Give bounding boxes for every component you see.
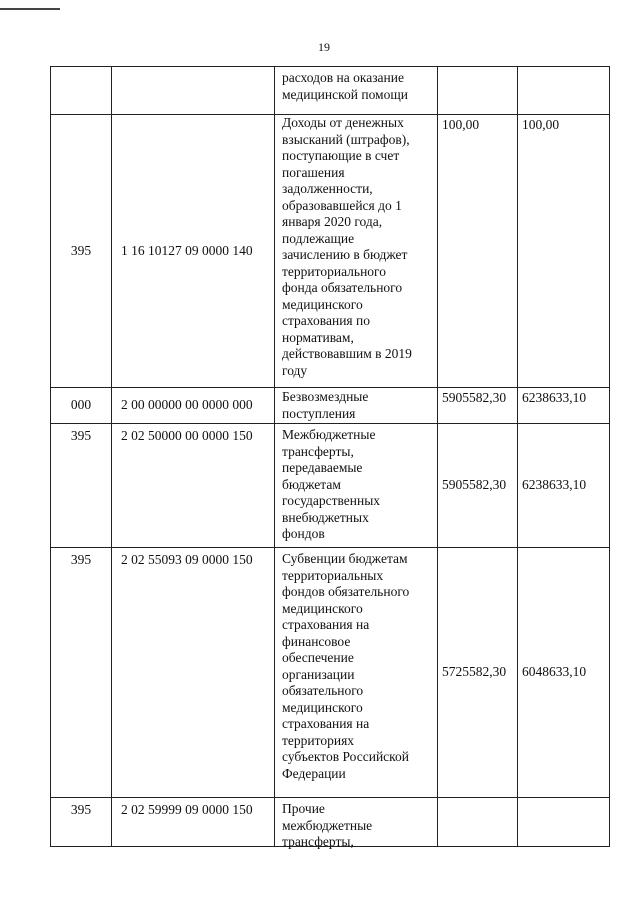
admin-code-cell: 395 (51, 424, 112, 547)
budget-code-cell (112, 67, 275, 114)
name-line: медицинской помощи (282, 86, 408, 102)
name-cell (275, 115, 438, 387)
name-line: образовавшейся до 1 (282, 197, 402, 213)
admin-code-cell (51, 67, 112, 114)
name-line: Прочие (282, 801, 325, 816)
name-line: страхования на (282, 716, 370, 731)
budget-code-cell: 2 02 55093 09 0000 150 (112, 548, 275, 797)
admin-code-cell: 395 (51, 798, 112, 846)
name-line: финансовое (282, 633, 351, 649)
name-line: Безвозмездные (282, 389, 369, 404)
name-line: Федерации (282, 765, 346, 781)
value-2021-cell: 5905582,30 (438, 388, 518, 423)
table-row (51, 67, 609, 115)
table-row (51, 424, 609, 548)
scan-mark (0, 8, 60, 10)
name-line: расходов на оказание (282, 70, 404, 85)
table-row (51, 548, 609, 798)
name-line: взысканий (штрафов), (282, 131, 410, 147)
name-line: фондов обязательного (282, 584, 410, 599)
table-row (51, 798, 609, 849)
value-2021-cell: 5905582,30 (438, 424, 518, 547)
name-line: зачислению в бюджет (282, 247, 408, 262)
name-line: медицинского (282, 600, 363, 616)
name-line: медицинского (282, 699, 363, 715)
name-line: межбюджетные (282, 817, 373, 833)
value-2022-cell: 100,00 (522, 117, 560, 132)
name-line: задолженности, (282, 181, 373, 196)
admin-code-cell: 000 (51, 388, 112, 423)
name-line: территориях (282, 732, 355, 748)
name-line: бюджетам (282, 476, 341, 492)
name-line: организации (282, 666, 355, 682)
table-row (51, 115, 609, 388)
name-line: территориального (282, 263, 386, 279)
name-line: января 2020 года, (282, 214, 383, 229)
name-line: государственных (282, 493, 381, 508)
name-line: территориальных (282, 567, 384, 583)
name-line: действовавшим в 2019 (282, 346, 412, 361)
name-line: поступающие в счет (282, 148, 400, 163)
name-line: обеспечение (282, 650, 354, 665)
name-line: трансферты, (282, 834, 354, 849)
name-line: передаваемые (282, 460, 363, 475)
value-2022-cell (518, 67, 609, 114)
name-line: субъектов Российской (282, 749, 410, 764)
name-cell (275, 424, 438, 547)
budget-code-cell: 2 02 59999 09 0000 150 (112, 798, 275, 846)
name-line: поступления (282, 405, 356, 421)
name-line: нормативам, (282, 329, 354, 345)
name-line: внебюджетных (282, 509, 369, 525)
value-2022-cell (518, 798, 609, 846)
name-line: страхования по (282, 313, 370, 328)
value-2022-cell: 6238633,10 (522, 477, 587, 493)
name-line: подлежащие (282, 230, 355, 246)
budget-code-cell: 2 02 50000 00 0000 150 (112, 424, 275, 547)
table-row (51, 388, 609, 424)
admin-code-cell: 395 (51, 548, 112, 797)
value-2021-cell (438, 798, 518, 846)
name-line: году (282, 362, 308, 378)
revenue-table (50, 66, 610, 847)
budget-code-cell: 1 16 10127 09 0000 140 (112, 115, 275, 387)
name-line: трансферты, (282, 443, 354, 459)
name-line: медицинского (282, 296, 363, 312)
name-line: обязательного (282, 683, 364, 698)
name-cell (275, 798, 438, 849)
name-line: погашения (282, 164, 345, 180)
value-2021-cell: 100,00 (438, 115, 518, 387)
name-line: Доходы от денежных (282, 115, 404, 130)
budget-code-cell: 2 00 00000 00 0000 000 (112, 388, 275, 423)
name-cell (275, 548, 438, 797)
value-2022-cell: 6238633,10 (522, 390, 587, 405)
value-2021-cell: 5725582,30 (438, 548, 518, 797)
name-line: фондов (282, 526, 325, 541)
name-line: Межбюджетные (282, 427, 376, 442)
name-line: страхования на (282, 617, 370, 632)
name-line: Субвенции бюджетам (282, 551, 408, 566)
admin-code-cell: 395 (51, 115, 112, 387)
name-cell (275, 67, 438, 114)
name-line: фонда обязательного (282, 280, 403, 295)
page-number: 19 (318, 40, 330, 54)
name-cell (275, 388, 438, 423)
value-2022-cell: 6048633,10 (522, 664, 587, 680)
value-2021-cell (438, 67, 518, 114)
